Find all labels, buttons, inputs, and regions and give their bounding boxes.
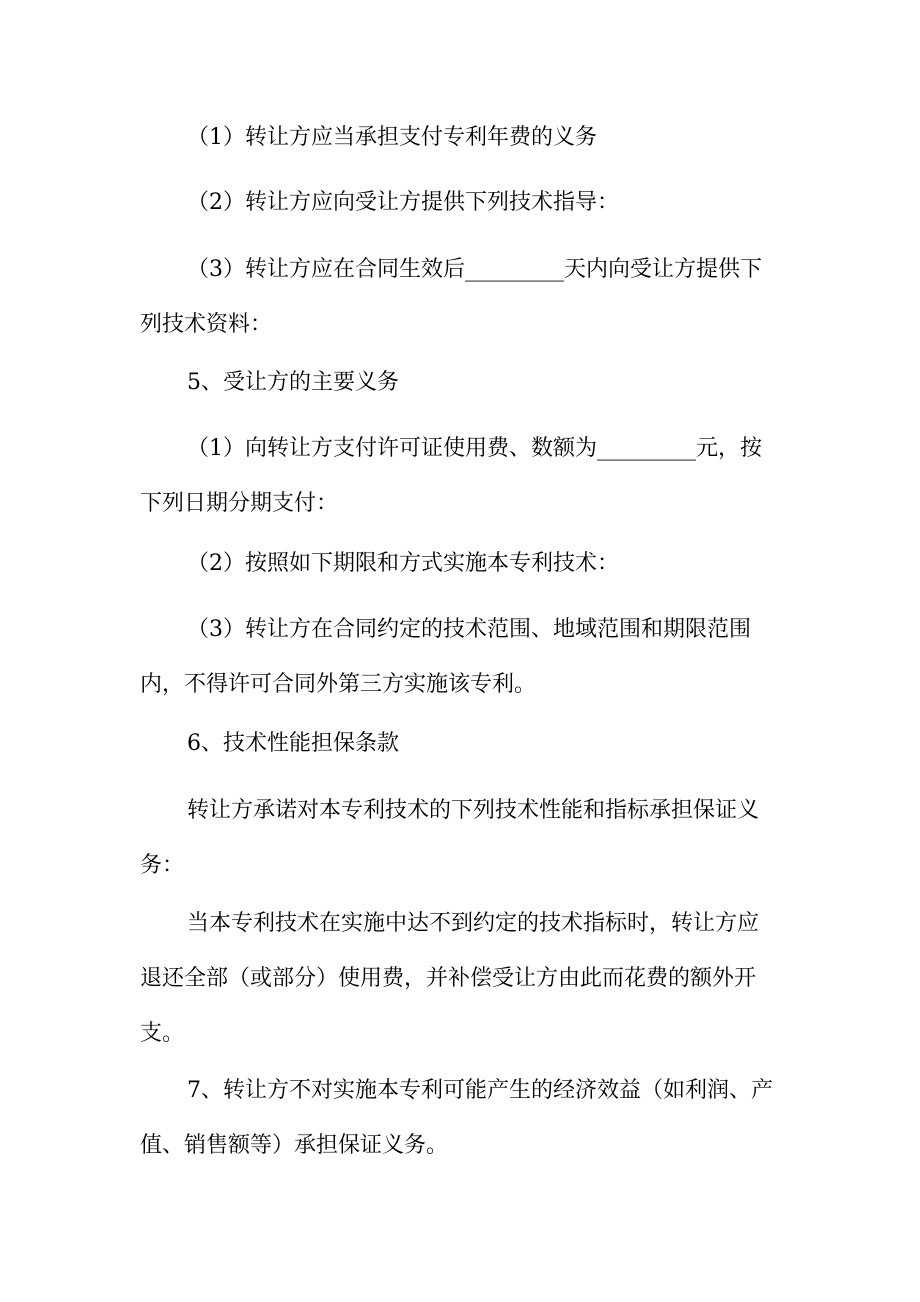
paragraph-transferor-duty-1: （1）转让方应当承担支付专利年费的义务 <box>187 125 597 150</box>
paragraph-transferee-duty-2: （2）按照如下期限和方式实施本专利技术： <box>187 551 619 576</box>
paragraph-guarantee-commitment: 转让方承诺对本专利技术的下列技术性能和指标承担保证义务： <box>140 798 760 878</box>
paragraph-transferor-duty-3: （3）转让方应在合同生效后_________天内向受让方提供下列技术资料： <box>140 257 762 337</box>
paragraph-transferee-duty-3: （3）转让方在合同约定的技术范围、地域范围和期限范围内，不得许可合同外第三方实施该专利。 <box>140 617 751 697</box>
paragraph-guarantee-refund: 当本专利技术在实施中达不到约定的技术指标时，转让方应退还全部（或部分）使用费，并补偿受让方由此而花费的额外开支。 <box>140 911 760 1046</box>
section-heading-performance-guarantee: 6、技术性能担保条款 <box>187 731 399 756</box>
paragraph-transferee-duty-1: （1）向转让方支付许可证使用费、数额为_________元，按下列日期分期支付： <box>140 436 762 516</box>
paragraph-transferor-duty-2: （2）转让方应向受让方提供下列技术指导： <box>187 190 619 215</box>
section-heading-economic-benefit: 7、转让方不对实施本专利可能产生的经济效益（如利润、产值、销售额等）承担保证义务。 <box>140 1078 773 1158</box>
section-heading-transferee-duties: 5、受让方的主要义务 <box>187 370 399 395</box>
